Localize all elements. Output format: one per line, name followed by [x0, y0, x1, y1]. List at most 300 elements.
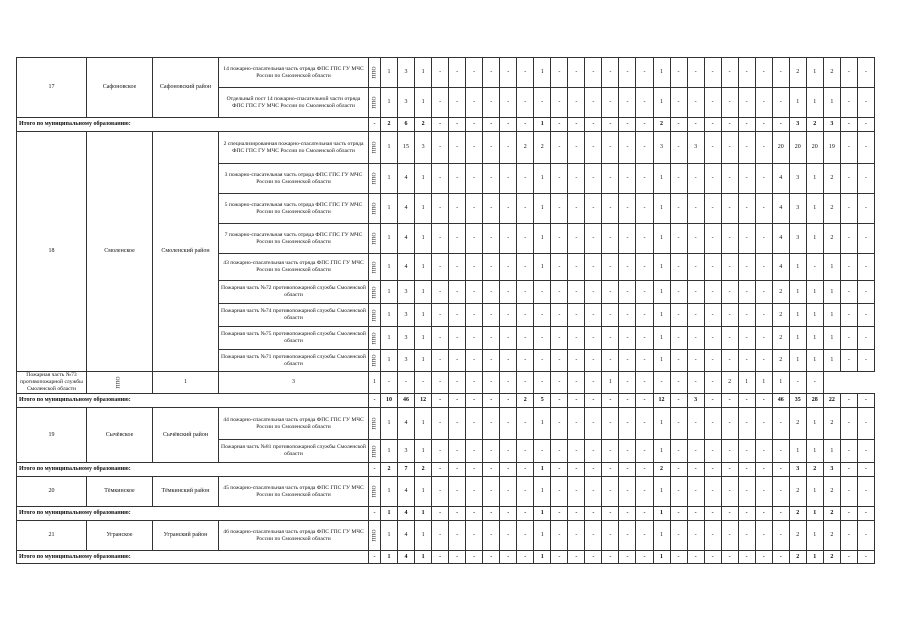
value-cell: 2	[823, 194, 840, 224]
value-cell: 1	[789, 88, 806, 118]
value-cell: -	[568, 551, 585, 564]
value-cell: 1	[789, 327, 806, 350]
value-cell: -	[704, 372, 721, 394]
value-cell: -	[602, 463, 619, 477]
value-cell: -	[687, 224, 704, 254]
value-cell: -	[432, 463, 449, 477]
value-cell: -	[738, 254, 755, 281]
value-cell: 1	[415, 224, 432, 254]
value-cell: 1	[534, 254, 551, 281]
value-cell: -	[857, 551, 874, 564]
value-cell: -	[755, 281, 772, 304]
value-cell: 1	[823, 350, 840, 372]
value-cell: 1	[823, 254, 840, 281]
value-cell: -	[840, 132, 857, 164]
value-cell: -	[636, 408, 653, 440]
value-cell: -	[483, 521, 500, 551]
value-cell: 4	[772, 224, 789, 254]
value-cell: 46	[398, 394, 415, 408]
value-cell: 1	[823, 281, 840, 304]
value-cell: 6	[398, 118, 415, 132]
value-cell: 1	[381, 132, 398, 164]
value-cell: -	[704, 463, 721, 477]
value-cell: 1	[415, 408, 432, 440]
total-label: Итого по муниципальному образованию:	[17, 463, 369, 477]
group-number: 18	[17, 132, 87, 372]
value-cell: 1	[653, 408, 670, 440]
value-cell: -	[687, 88, 704, 118]
value-cell: -	[483, 477, 500, 507]
value-cell: -	[483, 304, 500, 327]
unit-type	[369, 440, 381, 463]
value-cell: -	[840, 477, 857, 507]
value-cell: 3	[789, 194, 806, 224]
value-cell: -	[602, 304, 619, 327]
value-cell: -	[432, 372, 449, 394]
value-cell: -	[670, 521, 687, 551]
unit-type-label: ППО	[371, 308, 378, 322]
value-cell: -	[517, 224, 534, 254]
value-cell: -	[755, 58, 772, 88]
value-cell: -	[619, 58, 636, 88]
value-cell: -	[585, 440, 602, 463]
value-cell: -	[619, 372, 636, 394]
value-cell: -	[585, 327, 602, 350]
value-cell: -	[857, 477, 874, 507]
value-cell: 1	[823, 440, 840, 463]
value-cell: 3	[789, 164, 806, 194]
value-cell: -	[551, 224, 568, 254]
value-cell: -	[466, 350, 483, 372]
value-cell: 1	[381, 58, 398, 88]
value-cell: -	[687, 254, 704, 281]
value-cell: -	[466, 327, 483, 350]
value-cell: -	[721, 408, 738, 440]
value-cell: -	[857, 254, 874, 281]
value-cell: -	[840, 463, 857, 477]
value-cell: -	[568, 394, 585, 408]
value-cell: -	[721, 350, 738, 372]
value-cell: -	[602, 350, 619, 372]
value-cell: -	[568, 440, 585, 463]
unit-name: 45 пожарно-спасательная часть отряда ФПС ГПС ГУ МЧС России по Смоленской области	[219, 477, 369, 507]
value-cell: 1	[789, 254, 806, 281]
value-cell: -	[857, 394, 874, 408]
value-cell: 1	[415, 507, 432, 521]
value-cell: 1	[806, 440, 823, 463]
value-cell: -	[449, 477, 466, 507]
value-cell: 2	[823, 477, 840, 507]
value-cell: 1	[653, 327, 670, 350]
unit-name: 43 пожарно-спасательная часть отряда ФПС ГПС ГУ МЧС России по Смоленской области	[219, 254, 369, 281]
value-cell: -	[721, 440, 738, 463]
value-cell: -	[449, 118, 466, 132]
value-cell: 1	[806, 408, 823, 440]
value-cell: -	[432, 440, 449, 463]
value-cell: -	[534, 372, 551, 394]
unit-type-label: ППО	[371, 172, 378, 185]
value-cell: -	[483, 350, 500, 372]
value-cell: -	[738, 440, 755, 463]
municipality-total-row	[17, 551, 875, 564]
value-cell: -	[755, 408, 772, 440]
value-cell: -	[636, 440, 653, 463]
value-cell: -	[857, 463, 874, 477]
value-cell: -	[738, 58, 755, 88]
value-cell: -	[585, 408, 602, 440]
value-cell: 1	[534, 551, 551, 564]
value-cell: 1	[806, 224, 823, 254]
value-cell: 1	[653, 254, 670, 281]
district-name: Сафоновский район	[153, 58, 219, 118]
value-cell: -	[483, 118, 500, 132]
unit-name: 3 пожарно-спасательная часть отряда ФПС ГПС ГУ МЧС России по Смоленской области	[219, 164, 369, 194]
value-cell: -	[568, 132, 585, 164]
value-cell: -	[772, 463, 789, 477]
value-cell: 1	[415, 350, 432, 372]
value-cell: -	[738, 350, 755, 372]
value-cell: -	[840, 408, 857, 440]
value-cell: -	[483, 372, 500, 394]
value-cell: 1	[415, 304, 432, 327]
table-row	[17, 521, 875, 551]
value-cell: -	[636, 224, 653, 254]
value-cell: -	[551, 132, 568, 164]
value-cell: -	[704, 394, 721, 408]
value-cell: -	[687, 194, 704, 224]
value-cell: 3	[398, 350, 415, 372]
value-cell: -	[670, 194, 687, 224]
value-cell: -	[500, 463, 517, 477]
value-cell: -	[738, 118, 755, 132]
value-cell: -	[670, 224, 687, 254]
value-cell: -	[772, 440, 789, 463]
value-cell: -	[432, 254, 449, 281]
value-cell: -	[738, 327, 755, 350]
value-cell: -	[840, 521, 857, 551]
value-cell: 4	[398, 224, 415, 254]
value-cell: -	[840, 58, 857, 88]
value-cell: -	[619, 327, 636, 350]
value-cell: -	[687, 350, 704, 372]
table-row	[17, 132, 875, 164]
unit-type-label: ППО	[371, 417, 378, 430]
value-cell: -	[636, 372, 653, 394]
value-cell: -	[857, 164, 874, 194]
value-cell: -	[466, 304, 483, 327]
value-cell: -	[551, 254, 568, 281]
value-cell: -	[483, 88, 500, 118]
value-cell: -	[636, 463, 653, 477]
value-cell: -	[704, 477, 721, 507]
value-cell: -	[551, 408, 568, 440]
value-cell: 1	[415, 551, 432, 564]
value-cell: -	[636, 164, 653, 194]
value-cell: -	[619, 521, 636, 551]
value-cell: -	[721, 254, 738, 281]
value-cell: -	[619, 463, 636, 477]
value-cell: -	[466, 408, 483, 440]
value-cell: -	[449, 254, 466, 281]
value-cell: -	[755, 132, 772, 164]
value-cell: -	[568, 88, 585, 118]
value-cell: 4	[398, 477, 415, 507]
value-cell: -	[602, 477, 619, 507]
type-cell-empty: -	[369, 394, 381, 408]
value-cell: 1	[534, 463, 551, 477]
unit-type	[369, 477, 381, 507]
type-cell-empty: -	[369, 507, 381, 521]
value-cell: 7	[398, 463, 415, 477]
value-cell: -	[721, 224, 738, 254]
value-cell: -	[704, 507, 721, 521]
value-cell: 1	[381, 88, 398, 118]
value-cell: 5	[534, 394, 551, 408]
value-cell: -	[670, 551, 687, 564]
value-cell: 4	[398, 507, 415, 521]
value-cell: -	[585, 281, 602, 304]
value-cell: -	[500, 477, 517, 507]
value-cell: 3	[398, 281, 415, 304]
municipality-name: Угранское	[87, 521, 153, 551]
value-cell: -	[381, 372, 398, 394]
value-cell: -	[466, 58, 483, 88]
value-cell: -	[636, 477, 653, 507]
value-cell: -	[551, 164, 568, 194]
value-cell: -	[687, 551, 704, 564]
value-cell: -	[534, 281, 551, 304]
value-cell: -	[738, 132, 755, 164]
value-cell: -	[721, 88, 738, 118]
value-cell: -	[551, 477, 568, 507]
value-cell: 1	[823, 304, 840, 327]
value-cell: -	[602, 551, 619, 564]
value-cell: -	[449, 408, 466, 440]
value-cell: 1	[381, 507, 398, 521]
value-cell: -	[636, 507, 653, 521]
value-cell: -	[704, 164, 721, 194]
value-cell: -	[670, 372, 687, 394]
value-cell: -	[840, 224, 857, 254]
value-cell: -	[585, 304, 602, 327]
value-cell: -	[857, 224, 874, 254]
value-cell: -	[449, 224, 466, 254]
value-cell: -	[602, 507, 619, 521]
value-cell: -	[568, 507, 585, 521]
value-cell: 2	[823, 58, 840, 88]
value-cell: -	[619, 164, 636, 194]
value-cell: -	[500, 194, 517, 224]
value-cell: -	[500, 350, 517, 372]
value-cell: -	[721, 194, 738, 224]
value-cell: -	[568, 304, 585, 327]
value-cell: -	[857, 194, 874, 224]
value-cell: -	[517, 194, 534, 224]
value-cell: -	[500, 254, 517, 281]
value-cell: -	[670, 58, 687, 88]
value-cell: -	[772, 521, 789, 551]
value-cell: -	[738, 164, 755, 194]
value-cell: -	[568, 224, 585, 254]
value-cell: -	[534, 350, 551, 372]
value-cell: 1	[653, 440, 670, 463]
value-cell: 1	[381, 281, 398, 304]
value-cell: 3	[789, 463, 806, 477]
value-cell: -	[517, 551, 534, 564]
value-cell: -	[517, 88, 534, 118]
unit-type	[369, 281, 381, 304]
unit-name: Пожарная часть №74 противопожарной службы Смоленской области	[219, 304, 369, 327]
value-cell: -	[857, 88, 874, 118]
value-cell: 2	[415, 463, 432, 477]
value-cell: -	[500, 521, 517, 551]
value-cell: -	[789, 372, 806, 394]
value-cell: -	[517, 350, 534, 372]
value-cell: -	[449, 132, 466, 164]
value-cell: -	[449, 394, 466, 408]
value-cell: 1	[381, 551, 398, 564]
unit-type-label: ППО	[371, 141, 378, 154]
value-cell: -	[432, 194, 449, 224]
value-cell: -	[466, 281, 483, 304]
value-cell: -	[840, 281, 857, 304]
value-cell: -	[857, 118, 874, 132]
value-cell: -	[840, 194, 857, 224]
value-cell: -	[466, 507, 483, 521]
value-cell: -	[704, 224, 721, 254]
value-cell: 1	[789, 440, 806, 463]
value-cell: -	[721, 58, 738, 88]
value-cell: -	[432, 408, 449, 440]
unit-type	[369, 327, 381, 350]
value-cell: -	[449, 521, 466, 551]
value-cell: -	[619, 304, 636, 327]
value-cell: 1	[653, 521, 670, 551]
value-cell: -	[432, 132, 449, 164]
value-cell: -	[466, 88, 483, 118]
unit-name: Пожарная часть №72 противопожарной службы Смоленской области	[219, 281, 369, 304]
value-cell: 3	[398, 58, 415, 88]
value-cell: -	[551, 521, 568, 551]
district-name: Сычёвский район	[153, 408, 219, 463]
value-cell: -	[687, 463, 704, 477]
value-cell: -	[602, 254, 619, 281]
value-cell: -	[738, 394, 755, 408]
value-cell: -	[568, 254, 585, 281]
value-cell: 1	[415, 477, 432, 507]
total-label: Итого по муниципальному образованию:	[17, 551, 369, 564]
value-cell: 1	[534, 118, 551, 132]
unit-type-label: ППО	[371, 331, 378, 345]
municipality-name: Сафоновское	[87, 58, 153, 118]
value-cell: 1	[534, 194, 551, 224]
value-cell: -	[517, 327, 534, 350]
value-cell: -	[619, 350, 636, 372]
value-cell: -	[738, 88, 755, 118]
unit-type	[87, 372, 153, 394]
value-cell: -	[568, 350, 585, 372]
value-cell: -	[432, 350, 449, 372]
value-cell: -	[432, 394, 449, 408]
value-cell: -	[551, 440, 568, 463]
value-cell: -	[636, 281, 653, 304]
value-cell: -	[772, 58, 789, 88]
value-cell: -	[602, 118, 619, 132]
group-number: 20	[17, 477, 87, 507]
value-cell: -	[687, 477, 704, 507]
value-cell: 3	[687, 132, 704, 164]
unit-type	[369, 164, 381, 194]
value-cell: -	[636, 88, 653, 118]
value-cell: -	[602, 88, 619, 118]
value-cell: -	[568, 281, 585, 304]
value-cell: -	[857, 327, 874, 350]
value-cell: -	[670, 463, 687, 477]
value-cell: -	[636, 521, 653, 551]
value-cell: 1	[381, 304, 398, 327]
value-cell: 2	[772, 327, 789, 350]
value-cell: -	[755, 507, 772, 521]
value-cell: -	[755, 304, 772, 327]
value-cell: -	[534, 88, 551, 118]
value-cell: -	[840, 350, 857, 372]
value-cell: 2	[517, 132, 534, 164]
value-cell: -	[840, 507, 857, 521]
value-cell: -	[466, 164, 483, 194]
district-name: Угранский район	[153, 521, 219, 551]
value-cell: -	[398, 372, 415, 394]
value-cell: -	[840, 164, 857, 194]
value-cell: 3	[823, 118, 840, 132]
value-cell: -	[738, 224, 755, 254]
municipality-total-row	[17, 394, 875, 408]
value-cell: -	[721, 132, 738, 164]
unit-type-label: ППО	[371, 96, 378, 109]
type-cell-empty: -	[369, 551, 381, 564]
value-cell: -	[432, 327, 449, 350]
value-cell: -	[517, 477, 534, 507]
value-cell: 2	[823, 224, 840, 254]
unit-name: 44 пожарно-спасательная часть отряда ФПС ГПС ГУ МЧС России по Смоленской области	[219, 408, 369, 440]
value-cell: -	[449, 350, 466, 372]
municipality-total-row	[17, 507, 875, 521]
value-cell: -	[500, 58, 517, 88]
value-cell: -	[772, 477, 789, 507]
value-cell: -	[721, 507, 738, 521]
value-cell: 2	[789, 551, 806, 564]
value-cell: -	[585, 551, 602, 564]
value-cell: -	[551, 372, 568, 394]
value-cell: 1	[415, 521, 432, 551]
value-cell: -	[738, 408, 755, 440]
unit-type	[369, 194, 381, 224]
value-cell: -	[619, 88, 636, 118]
fire-units-table	[16, 57, 875, 564]
value-cell: -	[687, 58, 704, 88]
value-cell: -	[721, 477, 738, 507]
value-cell: 1	[653, 88, 670, 118]
value-cell: 20	[806, 132, 823, 164]
value-cell: -	[755, 118, 772, 132]
value-cell: -	[500, 327, 517, 350]
value-cell: -	[585, 254, 602, 281]
value-cell: 4	[772, 194, 789, 224]
value-cell: -	[840, 88, 857, 118]
value-cell: 1	[806, 350, 823, 372]
value-cell: 3	[219, 372, 369, 394]
value-cell: -	[636, 118, 653, 132]
value-cell: -	[551, 551, 568, 564]
